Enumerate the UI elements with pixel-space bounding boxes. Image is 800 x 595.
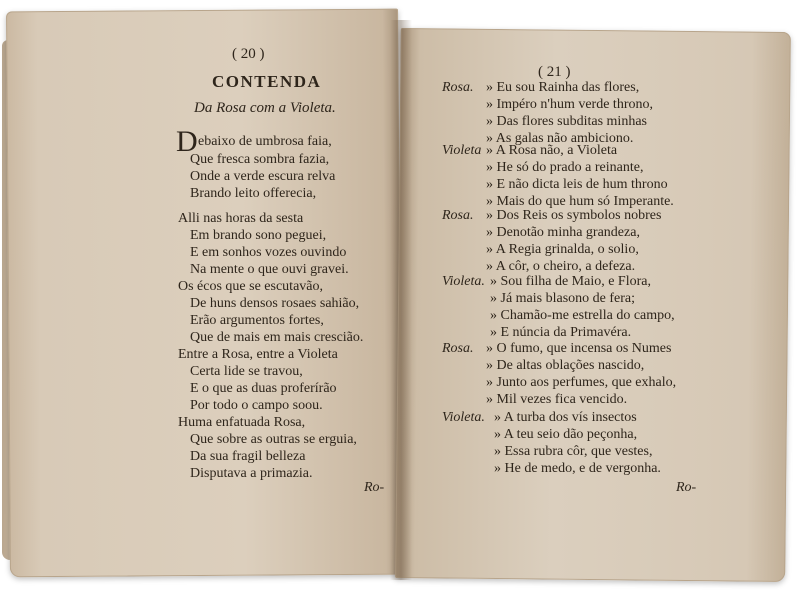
right-stanza-2: [486, 143, 674, 211]
left-stanza-1-cont: [190, 151, 335, 202]
drop-cap: D: [176, 125, 198, 158]
verse-line: » Essa rubra côr, que vestes,: [494, 444, 653, 459]
speaker-label: Rosa.: [442, 208, 474, 223]
right-catchword: Ro-: [676, 480, 697, 495]
verse-line: » Eu sou Rainha das flores,: [486, 80, 640, 95]
verse-line: E em sonhos vozes ouvindo: [190, 245, 347, 260]
verse-line: » Já mais blasono de fera;: [490, 291, 636, 306]
verse-line: » E não dicta leis de hum throno: [486, 177, 668, 192]
verse-line: Da sua fragil belleza: [190, 449, 306, 464]
verse-line: » O fumo, que incensa os Numes: [486, 341, 672, 356]
verse-line: » A Regia grinalda, o solio,: [486, 242, 639, 257]
poem-subtitle: Da Rosa com a Violeta.: [194, 100, 336, 116]
verse-line: Que fresca sombra fazia,: [190, 152, 330, 167]
left-stanza-5: [178, 414, 357, 482]
verse-line: » A turba dos vís insectos: [494, 410, 637, 425]
left-stanza-2: [178, 210, 349, 278]
right-stanza-3: [486, 208, 661, 276]
verse-line: » Chamão-me estrella do campo,: [490, 308, 675, 323]
verse-line: » Denotão minha grandeza,: [486, 225, 640, 240]
verse-line: » He de medo, e de vergonha.: [494, 461, 661, 476]
verse-line: » E núncia da Primavéra.: [490, 325, 632, 340]
verse-line: ebaixo de umbrosa faia,: [198, 134, 332, 149]
verse-line: » Mil vezes fica vencido.: [486, 392, 628, 407]
verse-line: De huns densos rosaes sahião,: [190, 296, 360, 311]
verse-line: » He só do prado a reinante,: [486, 160, 644, 175]
left-page-number: ( 20 ): [232, 46, 265, 62]
verse-line: » Das flores subditas minhas: [486, 114, 647, 129]
left-catchword: Ro-: [364, 480, 385, 495]
verse-line: » Mais do que hum só Imperante.: [486, 194, 674, 209]
left-stanza-4: [178, 346, 338, 414]
speaker-label: Violeta.: [442, 274, 485, 289]
verse-line: Brando leito offerecia,: [190, 186, 317, 201]
right-stanza-4: [490, 274, 675, 342]
verse-line: » Impéro n'hum verde throno,: [486, 97, 653, 112]
verse-line: » Sou filha de Maio, e Flora,: [490, 274, 651, 289]
verse-line: » Junto aos perfumes, que exhalo,: [486, 375, 677, 390]
speaker-label: Violeta.: [442, 410, 485, 425]
right-stanza-5: [486, 341, 676, 409]
verse-line: » Dos Reis os symbolos nobres: [486, 208, 662, 223]
book-gutter: [390, 20, 412, 580]
verse-line: Erão argumentos fortes,: [190, 313, 324, 328]
verse-line: » A Rosa não, a Violeta: [486, 143, 618, 158]
poem-title: CONTENDA: [212, 72, 322, 91]
verse-line: Em brando sono peguei,: [190, 228, 327, 243]
verse-line: Huma enfatuada Rosa,: [178, 415, 306, 430]
verse-line: Que de mais em mais crescião.: [190, 330, 364, 345]
speaker-label: Rosa.: [442, 80, 474, 95]
right-stanza-1: [486, 80, 653, 148]
right-stanza-6: [494, 410, 661, 478]
verse-line: » As galas não ambiciono.: [486, 131, 634, 146]
verse-line: Que sobre as outras se erguia,: [190, 432, 357, 447]
verse-line: Alli nas horas da sesta: [178, 211, 304, 226]
verse-line: Por todo o campo soou.: [190, 398, 323, 413]
verse-line: » A teu seio dão peçonha,: [494, 427, 638, 442]
verse-line: Onde a verde escura relva: [190, 169, 336, 184]
right-page-number: ( 21 ): [538, 64, 571, 80]
verse-line: Certa lide se travou,: [190, 364, 303, 379]
verse-line: Os écos que se escutavão,: [178, 279, 324, 294]
verse-line: » De altas oblações nascido,: [486, 358, 645, 373]
left-stanza-1: [198, 133, 332, 150]
verse-line: Disputava a primazia.: [190, 466, 313, 481]
speaker-label: Rosa.: [442, 341, 474, 356]
verse-line: Na mente o que ouvi gravei.: [190, 262, 349, 277]
verse-line: » A côr, o cheiro, a defeza.: [486, 259, 636, 274]
verse-line: Entre a Rosa, entre a Violeta: [178, 347, 338, 362]
left-stanza-3: [178, 278, 363, 346]
verse-line: E o que as duas proferírão: [190, 381, 337, 396]
speaker-label: Violeta: [442, 143, 482, 158]
